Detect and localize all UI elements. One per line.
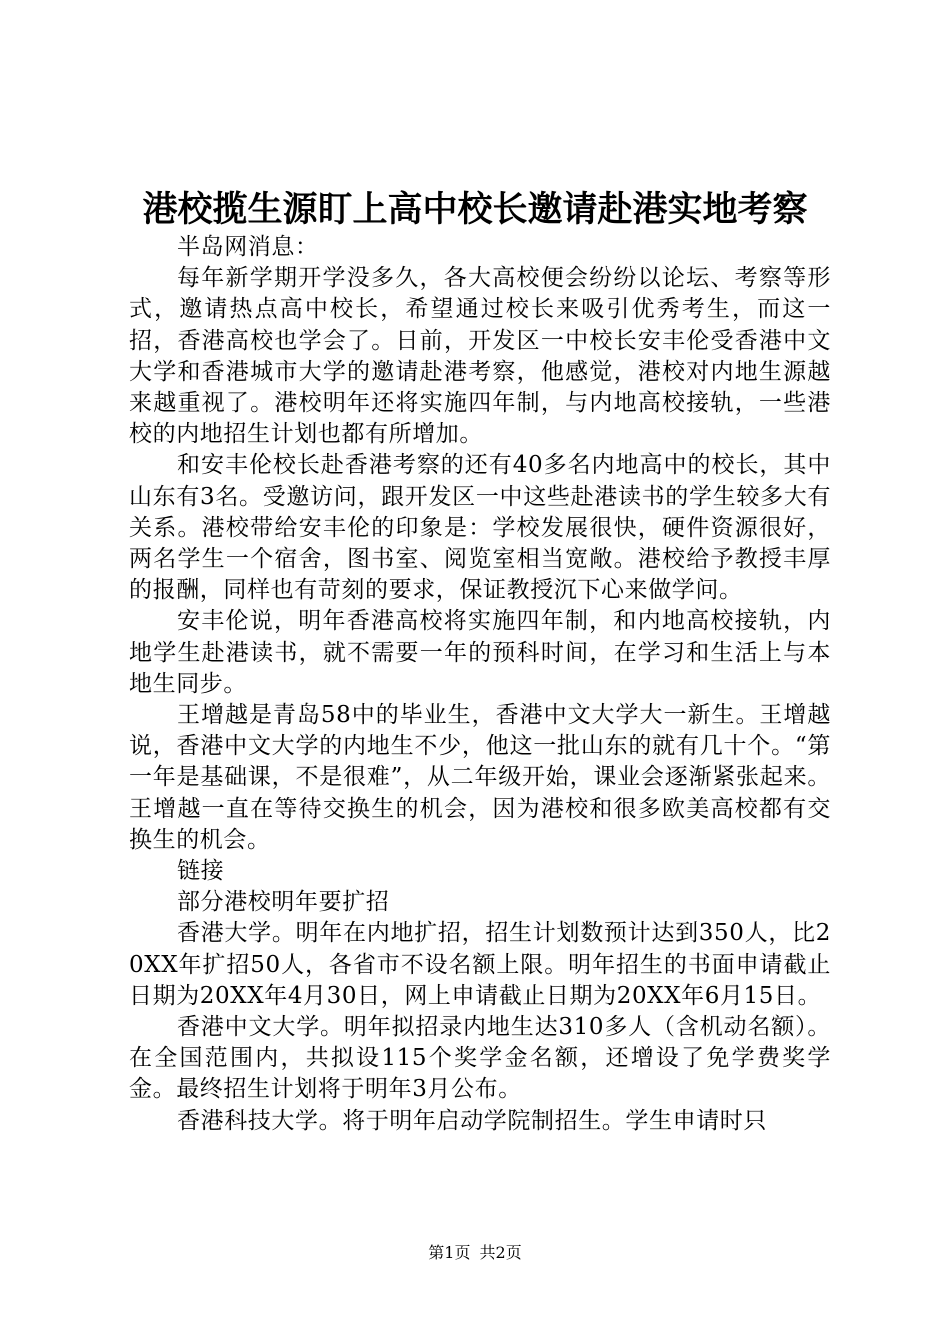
paragraph: 香港中文大学。明年拟招录内地生达310多人（含机动名额）。在全国范围内，共拟设115个奖学金名额，还增设了免学费奖学金。最终招生计划将于明年3月公布。	[129, 1014, 831, 1103]
document-title: 港校揽生源盯上高中校长邀请赴港实地考察	[142, 189, 808, 230]
paragraph: 半岛网消息：	[177, 234, 319, 260]
paragraph: 香港科技大学。将于明年启动学院制招生。学生申请时只	[177, 1107, 767, 1134]
page-number: 第1页	[428, 1243, 471, 1262]
paragraph: 香港大学。明年在内地扩招，招生计划数预计达到350人，比20XX年扩招50人，各省市不设名额上限。明年招生的书面申请截止日期为20XX年4月30日，网上申请截止日期为20XX年6月15日。	[129, 920, 831, 1009]
document-body	[129, 232, 831, 1137]
paragraph: 王增越是青岛58中的毕业生，香港中文大学大一新生。王增越说，香港中文大学的内地生不少，他这一批山东的就有几十个。“第一年是基础课，不是很难”，从二年级开始，课业会逐渐紧张起来。王增越一直在等待交换生的机会，因为港校和很多欧美高校都有交换生的机会。	[129, 702, 831, 853]
section-subheading: 部分港校明年要扩招	[177, 889, 390, 916]
paragraph: 和安丰伦校长赴香港考察的还有40多名内地高中的校长，其中山东有3名。受邀访问，跟开发区一中这些赴港读书的学生较多大有关系。港校带给安丰伦的印象是：学校发展很快，硬件资源很好，两名学生一个宿舍，图书室、阅览室相当宽敞。港校给予教授丰厚的报酬，同样也有苛刻的要求，保证教授沉下心来做学问。	[129, 452, 831, 604]
paragraph: 每年新学期开学没多久，各大高校便会纷纷以论坛、考察等形式，邀请热点高中校长，希望通过校长来吸引优秀考生，而这一招，香港高校也学会了。日前，开发区一中校长安丰伦受香港中文大学和香港城市大学的邀请赴港考察，他感觉，港校对内地生源越来越重视了。港校明年还将实施四年制，与内地高校接轨，一些港校的内地招生计划也都有所增加。	[129, 265, 831, 448]
page-total: 共2页	[479, 1243, 522, 1262]
page-footer	[0, 1242, 950, 1264]
paragraph: 安丰伦说，明年香港高校将实施四年制，和内地高校接轨，内地学生赴港读书，就不需要一年的预科时间，在学习和生活上与本地生同步。	[129, 608, 831, 697]
section-heading-link: 链接	[177, 858, 225, 885]
